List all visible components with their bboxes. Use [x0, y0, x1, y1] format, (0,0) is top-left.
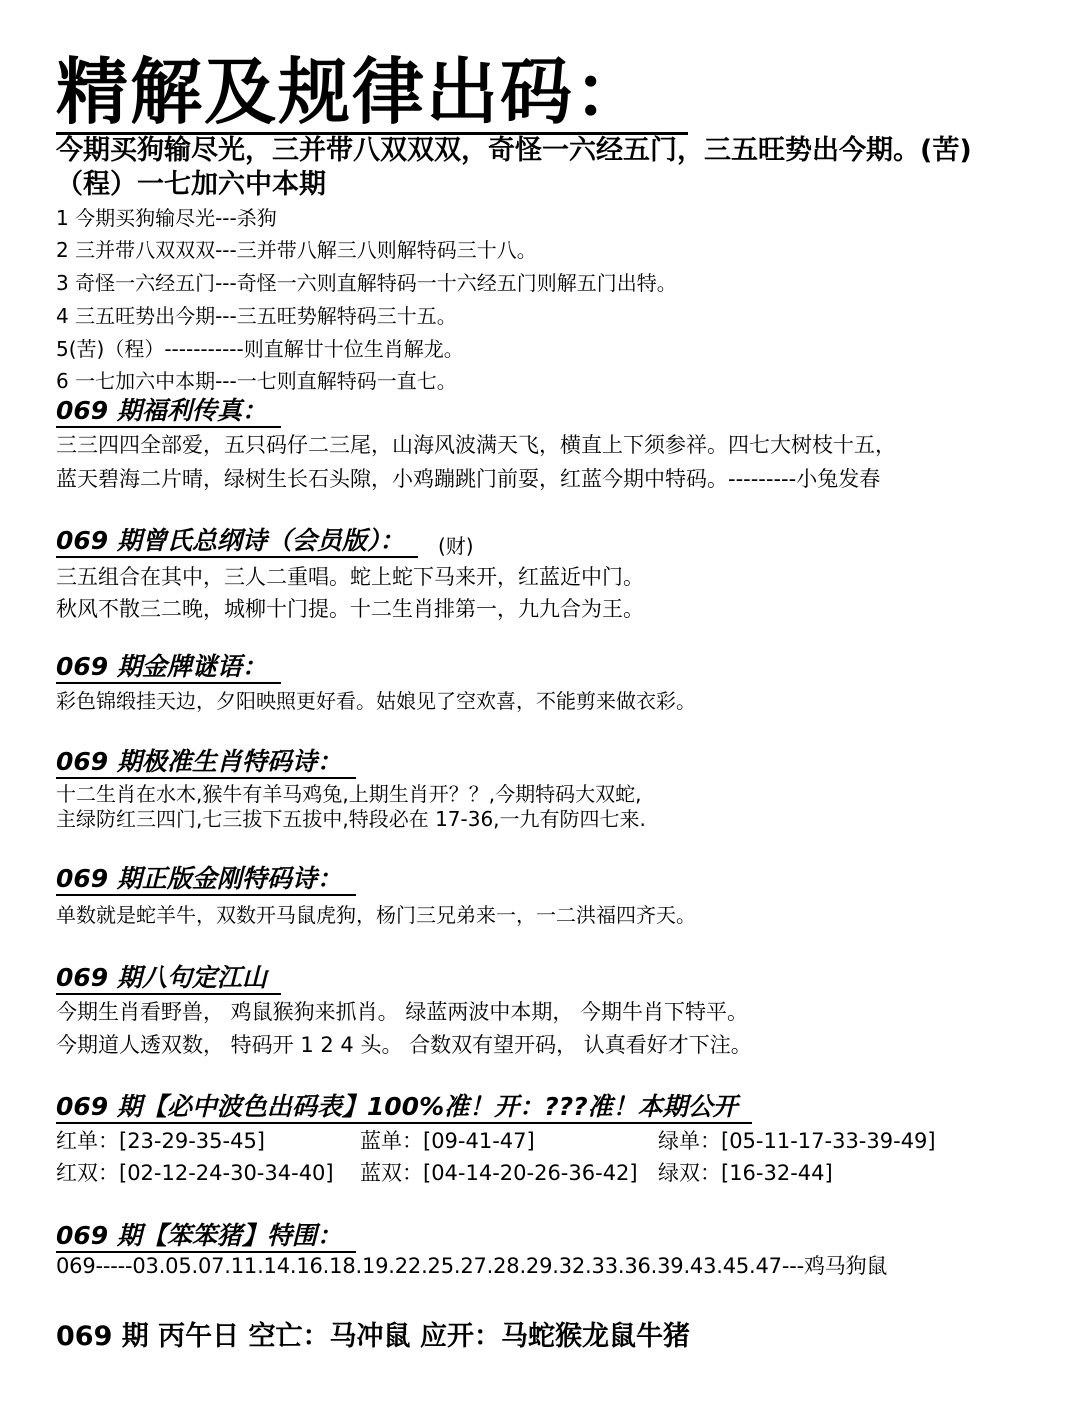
section-heading-bose: 069 期【必中波色出码表】100%准！开：???准！本期公开 — [56, 1092, 752, 1124]
bajudingjiangshan-line: 今期生肖看野兽， 鸡鼠猴狗来抓肖。 绿蓝两波中本期， 今期牛肖下特平。 — [56, 1000, 749, 1024]
fuli-line: 三三四四全部爱，五只码仔二三尾，山海风波满天飞，横直上下须参祥。四七大树枝十五， — [56, 433, 896, 457]
section-heading-bajudingjiangshan: 069 期八句定江山 — [56, 963, 281, 995]
explanation-item: 1 今期买狗输尽光---杀狗 — [56, 206, 277, 230]
footer-summary: 069 期 丙午日 空亡：马冲鼠 应开：马蛇猴龙鼠牛猪 — [56, 1321, 690, 1352]
section-heading-jizhun: 069 期极准生肖特码诗： — [56, 747, 356, 779]
bose-blue-double: 蓝双：[04-14-20-26-36-42] — [360, 1161, 638, 1185]
jizhun-line: 十二生肖在水木,猴牛有羊马鸡兔,上期生肖开？？,今期特码大双蛇, — [56, 782, 642, 806]
jinpai-line: 彩色锦缎挂天边，夕阳映照更好看。姑娘见了空欢喜，不能剪来做衣彩。 — [56, 689, 696, 713]
zeng-line: 三五组合在其中，三人二重唱。蛇上蛇下马来开，红蓝近中门。 — [56, 565, 644, 589]
bose-red-double: 红双：[02-12-24-30-34-40] — [56, 1161, 334, 1185]
section-heading-jinpai: 069 期金牌谜语： — [56, 652, 281, 684]
section-heading-zeng — [56, 526, 418, 558]
explanation-item: 6 一七加六中本期---一七则直解特码一直七。 — [56, 369, 457, 393]
bose-blue-single: 蓝单：[09-41-47] — [360, 1129, 535, 1153]
bajudingjiangshan-line: 今期道人透双数， 特码开 1 2 4 头。 合数双有望开码， 认真看好才下注。 — [56, 1033, 752, 1057]
intro-line-2: （程）一七加六中本期 — [56, 169, 326, 200]
section-heading-text: 069 期曾氏总纲诗（会员版）： — [56, 526, 405, 555]
jizhun-line: 主绿防红三四门,七三拔下五拔中,特段必在 17-36,一九有防四七来. — [56, 807, 646, 831]
section-heading-jingang: 069 期正版金刚特码诗： — [56, 864, 356, 896]
fuli-line: 蓝天碧海二片晴，绿树生长石头隙，小鸡蹦跳门前耍，红蓝今期中特码。---------小兔发春 — [56, 467, 881, 491]
section-tag: (财) — [438, 534, 474, 558]
jingang-line: 单数就是蛇羊牛，双数开马鼠虎狗，杨门三兄弟来一，一二洪福四齐天。 — [56, 903, 696, 927]
intro-line-1: 今期买狗输尽光，三并带八双双双，奇怪一六经五门，三五旺势出今期。(苦) — [56, 135, 972, 166]
benzhu-line: 069-----03.05.07.11.14.16.18.19.22.25.27.28.29.32.33.36.39.43.45.47---鸡马狗鼠 — [56, 1254, 888, 1278]
bose-red-single: 红单：[23-29-35-45] — [56, 1129, 266, 1153]
bose-green-double: 绿双：[16-32-44] — [658, 1161, 833, 1185]
explanation-item: 2 三并带八双双双---三并带八解三八则解特码三十八。 — [56, 238, 537, 262]
section-heading-benzhu: 069 期【笨笨猪】特围： — [56, 1221, 356, 1253]
zeng-line: 秋风不散三二晚，城柳十门提。十二生肖排第一，九九合为王。 — [56, 597, 644, 621]
bose-green-single: 绿单：[05-11-17-33-39-49] — [658, 1129, 936, 1153]
page-title: 精解及规律出码： — [56, 52, 688, 135]
section-heading-fuli: 069 期福利传真： — [56, 396, 281, 428]
explanation-item: 4 三五旺势出今期---三五旺势解特码三十五。 — [56, 304, 457, 328]
explanation-item: 3 奇怪一六经五门---奇怪一六则直解特码一十六经五门则解五门出特。 — [56, 271, 677, 295]
explanation-item: 5(苦)（程）-----------则直解廿十位生肖解龙。 — [56, 337, 464, 361]
